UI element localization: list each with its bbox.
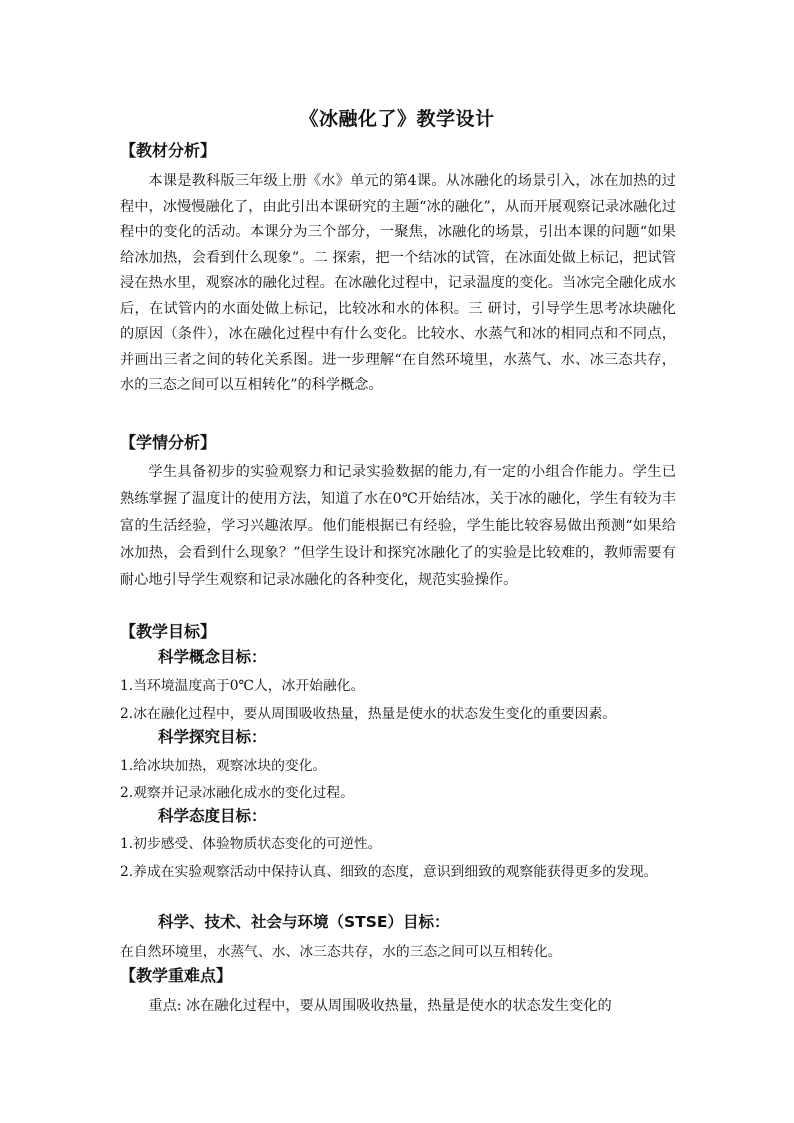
material-analysis-heading: 【教材分析】 xyxy=(120,141,217,160)
material-analysis-text: 本课是教科版三年级上册《水》单元的第4课。从冰融化的场景引入，冰在加热的过程中，冰慢慢融化了，由此引出本课研究的主题“冰的融化”，从而开展观察记录冰融化过程中的变化的活动。本课分为三个部分，一聚焦，冰融化的场景，引出本课的问题“如果给冰加热，会看到什么现象”。二 探索，把一个结冰的试管，在冰面处做上标记，把试管浸在热水里，观察冰的融化过程。在冰融化过程中，记录温度的变化。当冰完全融化成水后，在试管内的水面处做上标记，比较冰和水的体积。三 研讨，引导学生思考冰块融化的原因（条件），冰在融化过程中有什么变化。比较水、水蒸气和冰的相同点和不同点，并画出三者之间的转化关系图。进一步理解“在自然环境里，水蒸气、水、冰三态共存，水的三态之间可以互相转化”的科学概念。 xyxy=(120,173,676,393)
inquiry-goal-item: 1.给冰块加热，观察冰块的变化。 xyxy=(120,758,327,774)
inquiry-goal-title: 科学探究目标： xyxy=(158,728,267,746)
attitude-goal-title: 科学态度目标： xyxy=(158,807,267,825)
concept-goal-item: 2.冰在融化过程中，要从周围吸收热量，热量是使水的状态发生变化的重要因素。 xyxy=(120,706,617,722)
stse-goal-text: 在自然环境里，水蒸气、水、冰三态共存，水的三态之间可以互相转化。 xyxy=(120,944,562,960)
document-title: 《冰融化了》教学设计 xyxy=(299,108,495,130)
concept-goal-title: 科学概念目标： xyxy=(158,648,267,666)
student-analysis-text: 学生具备初步的实验观察力和记录实验数据的能力,有一定的小组合作能力。学生已熟练掌握了温度计的使用方法，知道了水在0℃开始结冰，关于冰的融化，学生有较为丰富的生活经验，学习兴趣浓厚。他们能根据已有经验，学生能比较容易做出预测“如果给冰加热，会看到什么现象？”但学生设计和探究冰融化了的实验是比较难的，教师需要有耐心地引导学生观察和记录冰融化的各种变化，规范实验操作。 xyxy=(120,464,676,588)
attitude-goal-item: 1.初步感受、体验物质状态变化的可逆性。 xyxy=(120,836,382,852)
stse-goal-title: 科学、技术、社会与环境（STSE）目标： xyxy=(158,913,450,931)
student-analysis-heading: 【学情分析】 xyxy=(120,433,217,452)
attitude-goal-item: 2.养成在实验观察活动中保持认真、细致的态度，意识到细致的观察能获得更多的发现。 xyxy=(120,864,658,880)
key-points-text: 重点: 冰在融化过程中，要从周围吸收热量，热量是使水的状态发生变化的 xyxy=(148,998,612,1014)
key-difficult-points-heading: 【教学重难点】 xyxy=(120,966,233,985)
concept-goal-item: 1.当环境温度高于0℃人，冰开始融化。 xyxy=(120,678,365,694)
inquiry-goal-item: 2.观察并记录冰融化成水的变化过程。 xyxy=(120,785,354,801)
teaching-goals-heading: 【教学目标】 xyxy=(120,622,217,641)
